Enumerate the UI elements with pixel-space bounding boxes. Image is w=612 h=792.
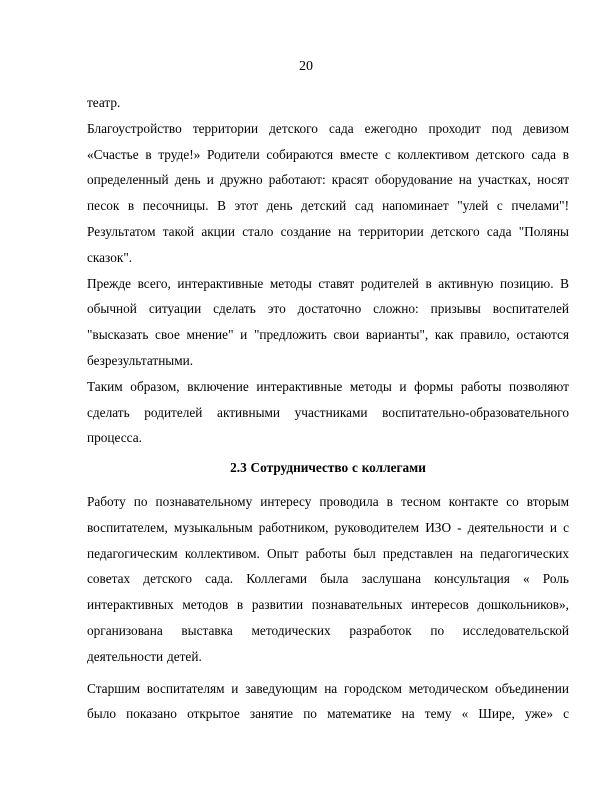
page-number: 20 (299, 59, 313, 74)
paragraph-colleagues-work: Работу по познавательному интересу проводила в тесном контакте со вторым воспитателем, музыкальным работником, руководителем ИЗО - деятельности и с педагогическим коллективом. Опыт работы был представлен на педагогических советах детского сада. Коллегами была заслушана консультация « Роль интерактивных методов в развитии познавательных интересов дошкольников», организована выставка методических разработок по исследовательской деятельности детей. (87, 493, 569, 664)
paragraph-landscaping: Благоустройство территории детского сада ежегодно проходит под девизом «Счастье в труде!» Родители собираются вместе с коллективом детского сада в определенный день и дружно работают: красят оборудование на участках, носят песок в песочницы. В этот день детский сад напоминает "улей с пчелами"! Результатом такой акции стало создание на территории детского сада "Поляны сказок". (87, 120, 569, 265)
paragraph-conclusion: Таким образом, включение интерактивные методы и формы работы позволяют сделать родителей активными участниками воспитательно-образовательного процесса. (87, 378, 569, 446)
page-body (87, 90, 569, 727)
section-heading: 2.3 Сотрудничество с коллегами (230, 460, 426, 476)
paragraph-continuation: театр. (87, 95, 121, 110)
paragraph-interactive-methods: Прежде всего, интерактивные методы ставят родителей в активную позицию. В обычной ситуации сделать это достаточно сложно: призывы воспитателей "высказать свое мнение" и "предложить свои варианты", как правило, остаются безрезультатными. (87, 275, 569, 368)
paragraph-open-lesson: Старшим воспитателям и заведующим на городском методическом объединении было показано открытое занятие по математике на тему « Шире, уже» с (87, 680, 569, 722)
